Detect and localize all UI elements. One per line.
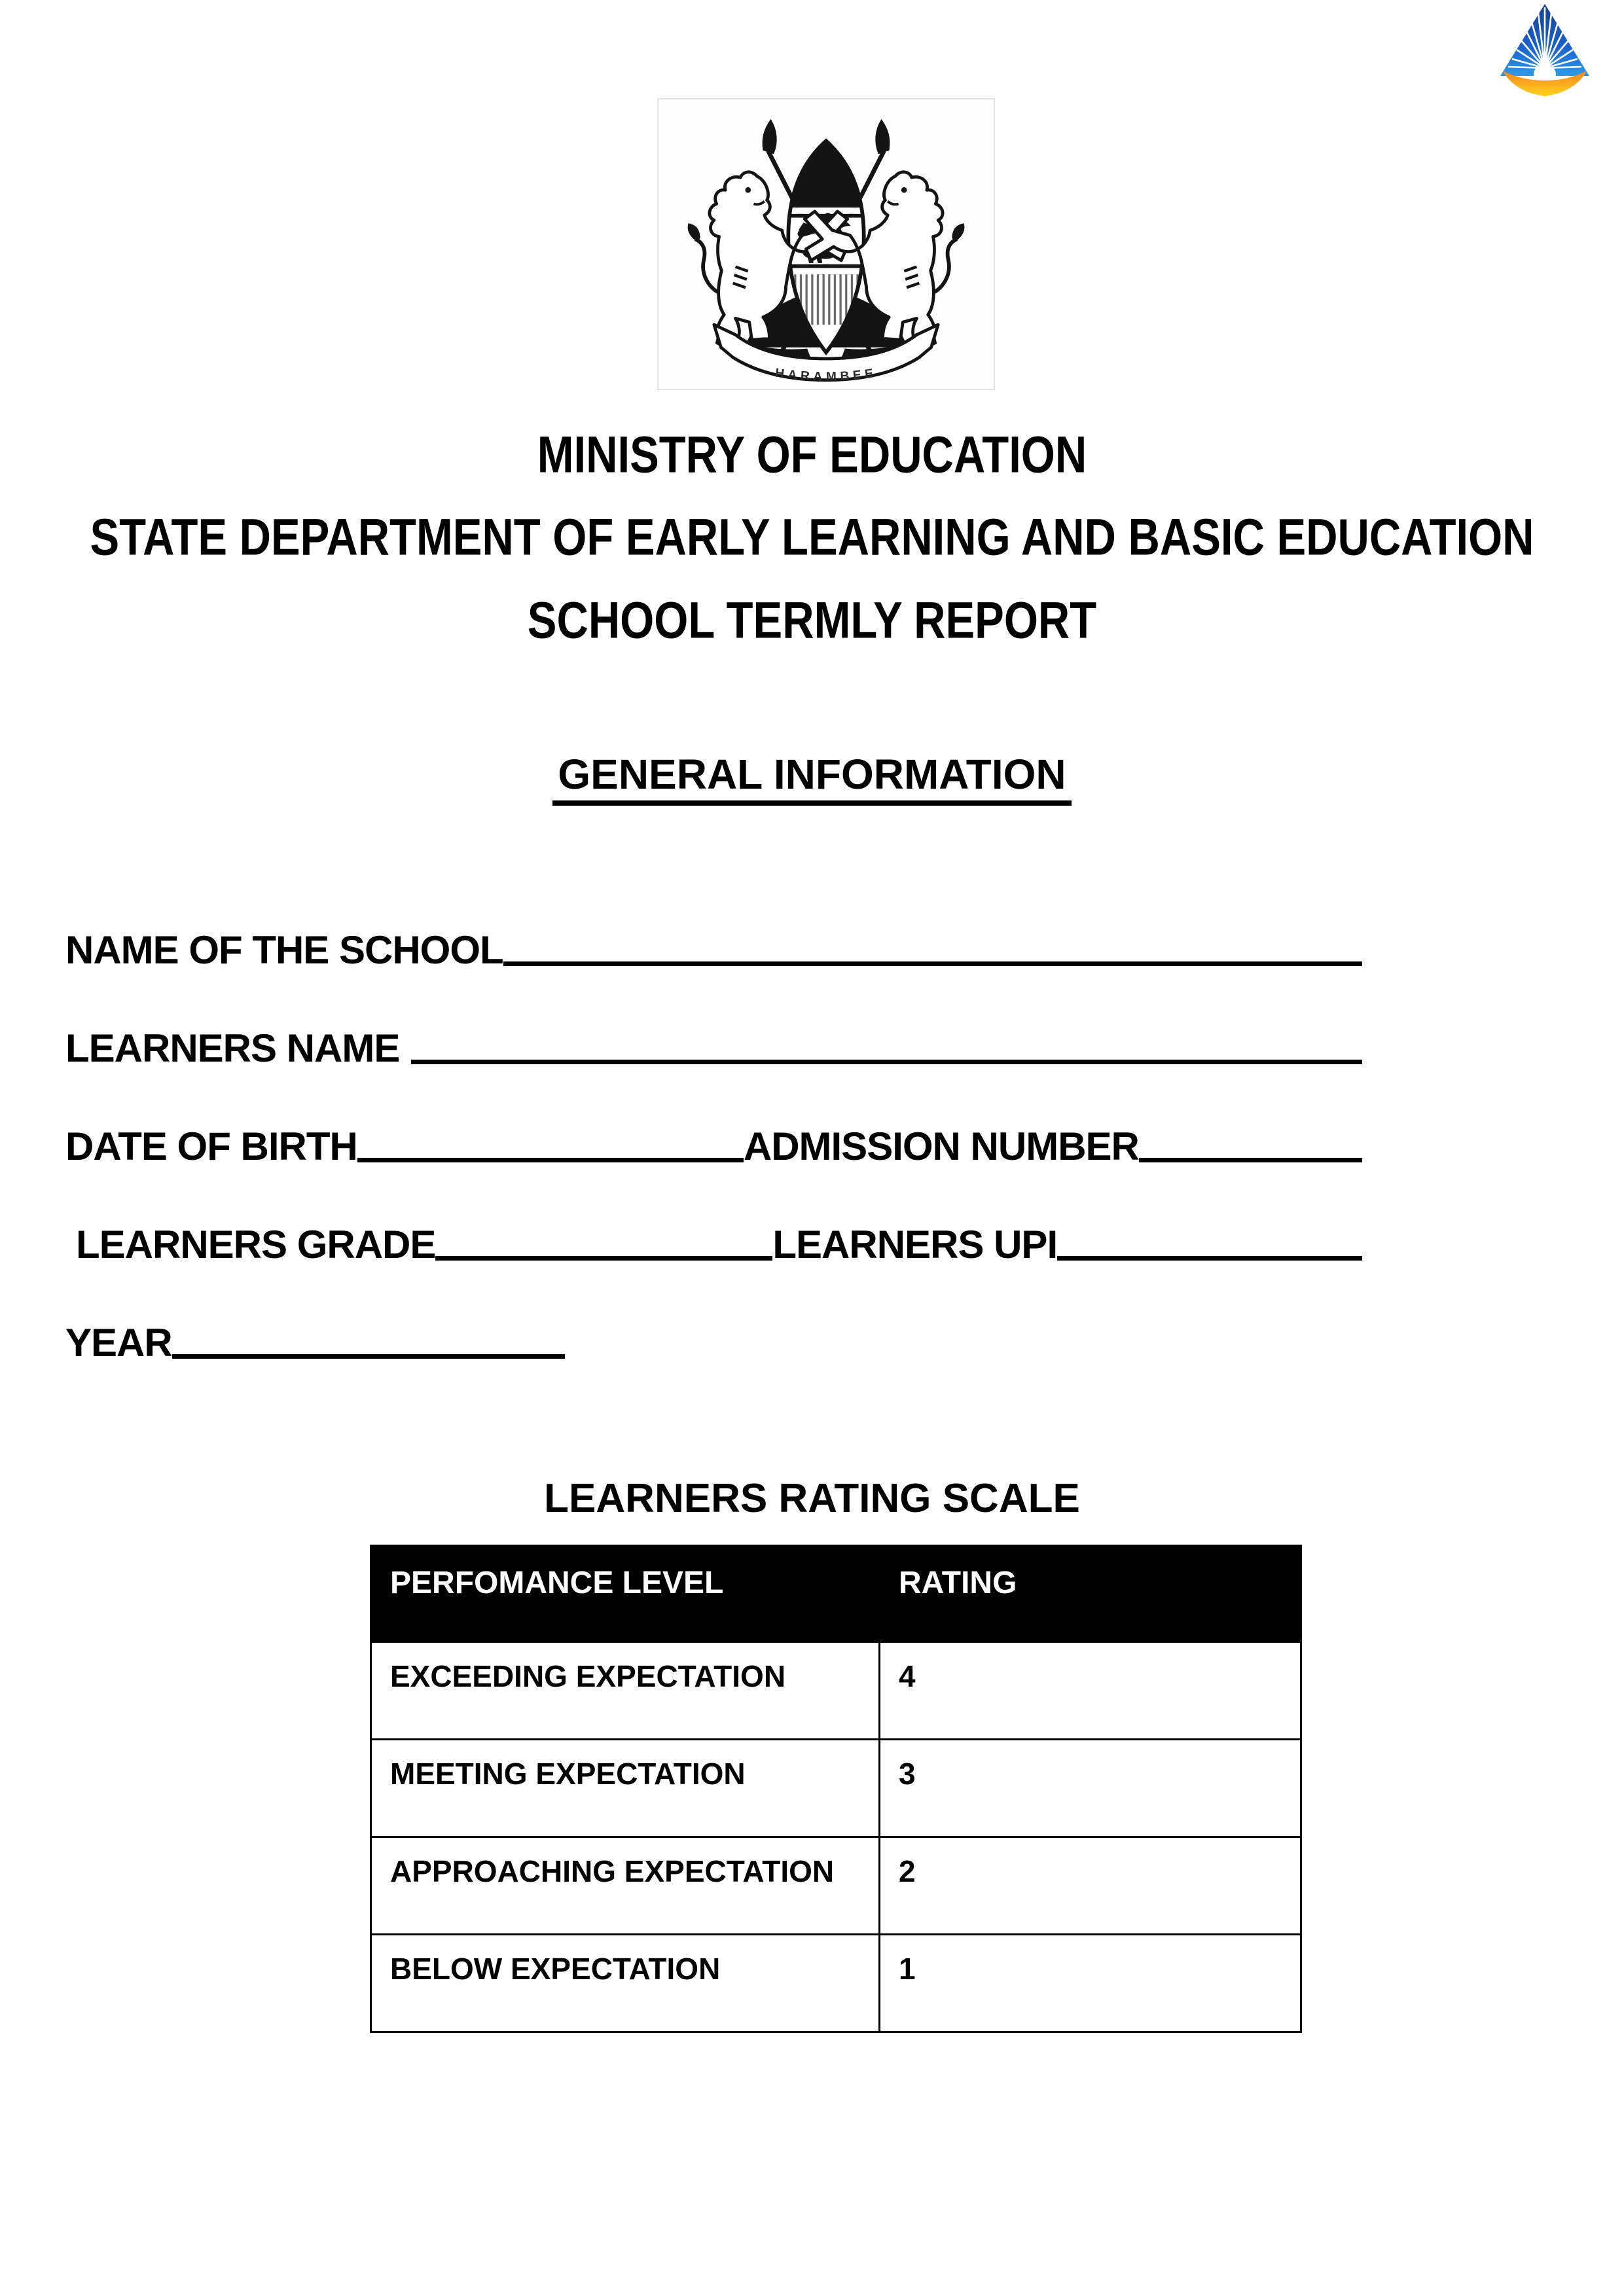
year-row (65, 1313, 1362, 1363)
year-blank-line (172, 1354, 565, 1359)
learners-upi-blank-line (1057, 1256, 1362, 1261)
grade-upi-row (65, 1215, 1362, 1265)
rating-value-cell: 1 (880, 1935, 1301, 2032)
rating-table-row (371, 1837, 1301, 1935)
learners-grade-blank-line (435, 1256, 772, 1261)
admission-number-label: ADMISSION NUMBER (743, 1124, 1139, 1168)
learners-upi-label: LEARNERS UPI (772, 1223, 1058, 1266)
performance-level-cell: EXCEEDING EXPECTATION (371, 1642, 880, 1740)
department-heading: STATE DEPARTMENT OF EARLY LEARNING AND BASIC EDUCATION (90, 509, 1534, 567)
school-name-row (65, 920, 1362, 970)
rating-table-row (371, 1740, 1301, 1837)
learners-name-row (65, 1018, 1362, 1068)
rating-table-body (371, 1642, 1301, 2032)
admission-number-blank-line (1139, 1158, 1362, 1162)
date-of-birth-blank-line (357, 1158, 744, 1162)
education-logo (1498, 3, 1591, 101)
learners-grade-label: LEARNERS GRADE (76, 1223, 436, 1266)
rating-table-row (371, 1935, 1301, 2032)
report-title-heading: SCHOOL TERMLY REPORT (527, 592, 1097, 650)
rating-value-cell: 3 (880, 1740, 1301, 1837)
performance-level-cell: MEETING EXPECTATION (371, 1740, 880, 1837)
rating-table-row (371, 1642, 1301, 1740)
performance-level-header: PERFOMANCE LEVEL (371, 1546, 880, 1642)
school-name-label: NAME OF THE SCHOOL (65, 928, 503, 972)
year-label: YEAR (65, 1321, 172, 1365)
rating-scale-heading: LEARNERS RATING SCALE (544, 1476, 1080, 1521)
rating-value-cell: 2 (880, 1837, 1301, 1935)
rating-scale-table (370, 1545, 1302, 2033)
rating-table-header-row (371, 1546, 1301, 1642)
rating-header: RATING (880, 1546, 1301, 1642)
performance-level-cell: BELOW EXPECTATION (371, 1935, 880, 2032)
learners-name-label: LEARNERS NAME (65, 1026, 400, 1070)
performance-level-cell: APPROACHING EXPECTATION (371, 1837, 880, 1935)
rating-value-cell: 4 (880, 1642, 1301, 1740)
dob-admission-row (65, 1117, 1362, 1166)
kenya-coat-of-arms (657, 98, 995, 390)
education-logo-icon (1498, 3, 1591, 101)
coat-of-arms-graphic (662, 105, 990, 383)
general-information-heading (0, 750, 1624, 798)
learners-name-blank-line (411, 1060, 1362, 1064)
general-information-text: GENERAL INFORMATION (552, 751, 1071, 806)
harambee-motto: HARAMBEE (774, 366, 878, 383)
ministry-heading: MINISTRY OF EDUCATION (537, 426, 1087, 484)
school-name-blank-line (503, 961, 1362, 966)
date-of-birth-label: DATE OF BIRTH (65, 1124, 357, 1168)
